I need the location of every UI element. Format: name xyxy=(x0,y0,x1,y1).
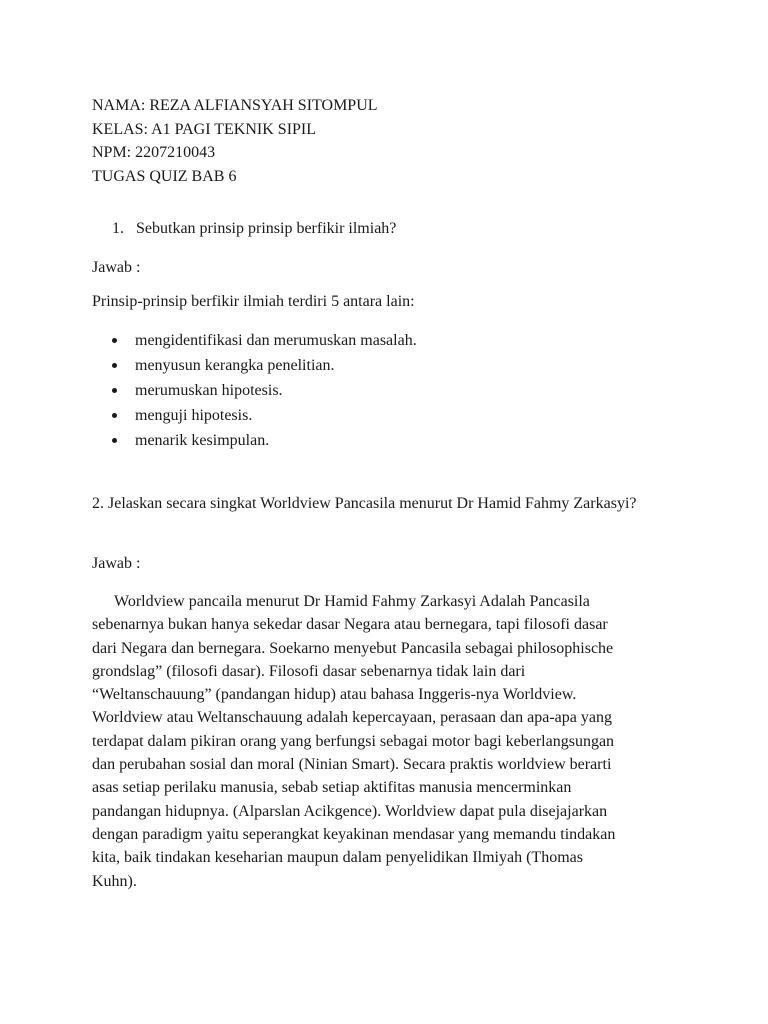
bullet-icon xyxy=(112,338,117,343)
list-item xyxy=(110,430,417,455)
paragraph-line: dengan paradigm yaitu seperangkat keyakinan mendasar yang memandu tindakan xyxy=(92,825,616,843)
paragraph-line: sebenarnya bukan hanya sekedar dasar Negara atau bernegara, tapi filosofi dasar xyxy=(92,616,608,634)
paragraph-line: dan perubahan sosial dan moral (Ninian Smart). Secara praktis worldview berarti xyxy=(92,756,612,774)
paragraph-line: pandangan hidupnya. (Alparslan Acikgence). Worldview dapat pula disejajarkan xyxy=(92,802,608,820)
answer-1-label: Jawab : xyxy=(92,259,141,276)
list-item-text: mengidentifikasi dan merumuskan masalah. xyxy=(135,332,417,349)
paragraph-line: kita, baik tindakan keseharian maupun dalam penyelidikan Ilmiyah (Thomas xyxy=(92,849,583,867)
paragraph-line: asas setiap perilaku manusia, sebab setiap aktifitas manusia mencerminkan xyxy=(92,779,572,797)
student-name: NAMA: REZA ALFIANSYAH SITOMPUL xyxy=(92,97,378,114)
bullet-icon xyxy=(112,413,117,418)
student-npm: NPM: 2207210043 xyxy=(92,144,216,161)
answer-1-intro: Prinsip-prinsip berfikir ilmiah terdiri 5 antara lain: xyxy=(92,293,415,310)
principles-list xyxy=(110,330,417,455)
student-header xyxy=(92,94,378,188)
list-item-text: menyusun kerangka penelitian. xyxy=(135,357,335,374)
question-2: 2. Jelaskan secara singkat Worldview Pancasila menurut Dr Hamid Fahmy Zarkasyi? xyxy=(92,495,637,512)
paragraph-line: Worldview pancaila menurut Dr Hamid Fahmy Zarkasyi Adalah Pancasila xyxy=(114,593,590,610)
list-item xyxy=(110,330,417,355)
paragraph-line: terdapat dalam pikiran orang yang berfungsi sebagai motor bagi keberlangsungan xyxy=(92,732,615,750)
list-item xyxy=(110,355,417,380)
question-1-number: 1. xyxy=(112,220,124,237)
list-item-text: menguji hipotesis. xyxy=(135,407,253,424)
list-item-text: menarik kesimpulan. xyxy=(135,432,270,449)
list-item-text: merumuskan hipotesis. xyxy=(135,382,283,399)
paragraph-line: grondslag” (filosofi dasar). Filosofi dasar sebenarnya tidak lain dari xyxy=(92,662,526,680)
question-1 xyxy=(112,220,396,238)
paragraph-line: “Weltanschauung” (pandangan hidup) atau bahasa Inggeris-nya Worldview. xyxy=(92,686,577,704)
bullet-icon xyxy=(112,438,117,443)
bullet-icon xyxy=(112,363,117,368)
bullet-icon xyxy=(112,388,117,393)
answer-2-paragraph xyxy=(92,590,615,893)
question-1-text: Sebutkan prinsip prinsip berfikir ilmiah? xyxy=(136,220,397,237)
list-item xyxy=(110,405,417,430)
paragraph-line: dari Negara dan bernegara. Soekarno menyebut Pancasila sebagai philosophische xyxy=(92,639,614,657)
answer-2-label: Jawab : xyxy=(92,555,141,572)
assignment-title: TUGAS QUIZ BAB 6 xyxy=(92,167,237,185)
paragraph-line: Worldview atau Weltanschauung adalah kepercayaan, perasaan dan apa-apa yang xyxy=(92,709,612,727)
list-item xyxy=(110,380,417,405)
student-class: KELAS: A1 PAGI TEKNIK SIPIL xyxy=(92,120,317,138)
paragraph-line: Kuhn). xyxy=(92,872,137,890)
